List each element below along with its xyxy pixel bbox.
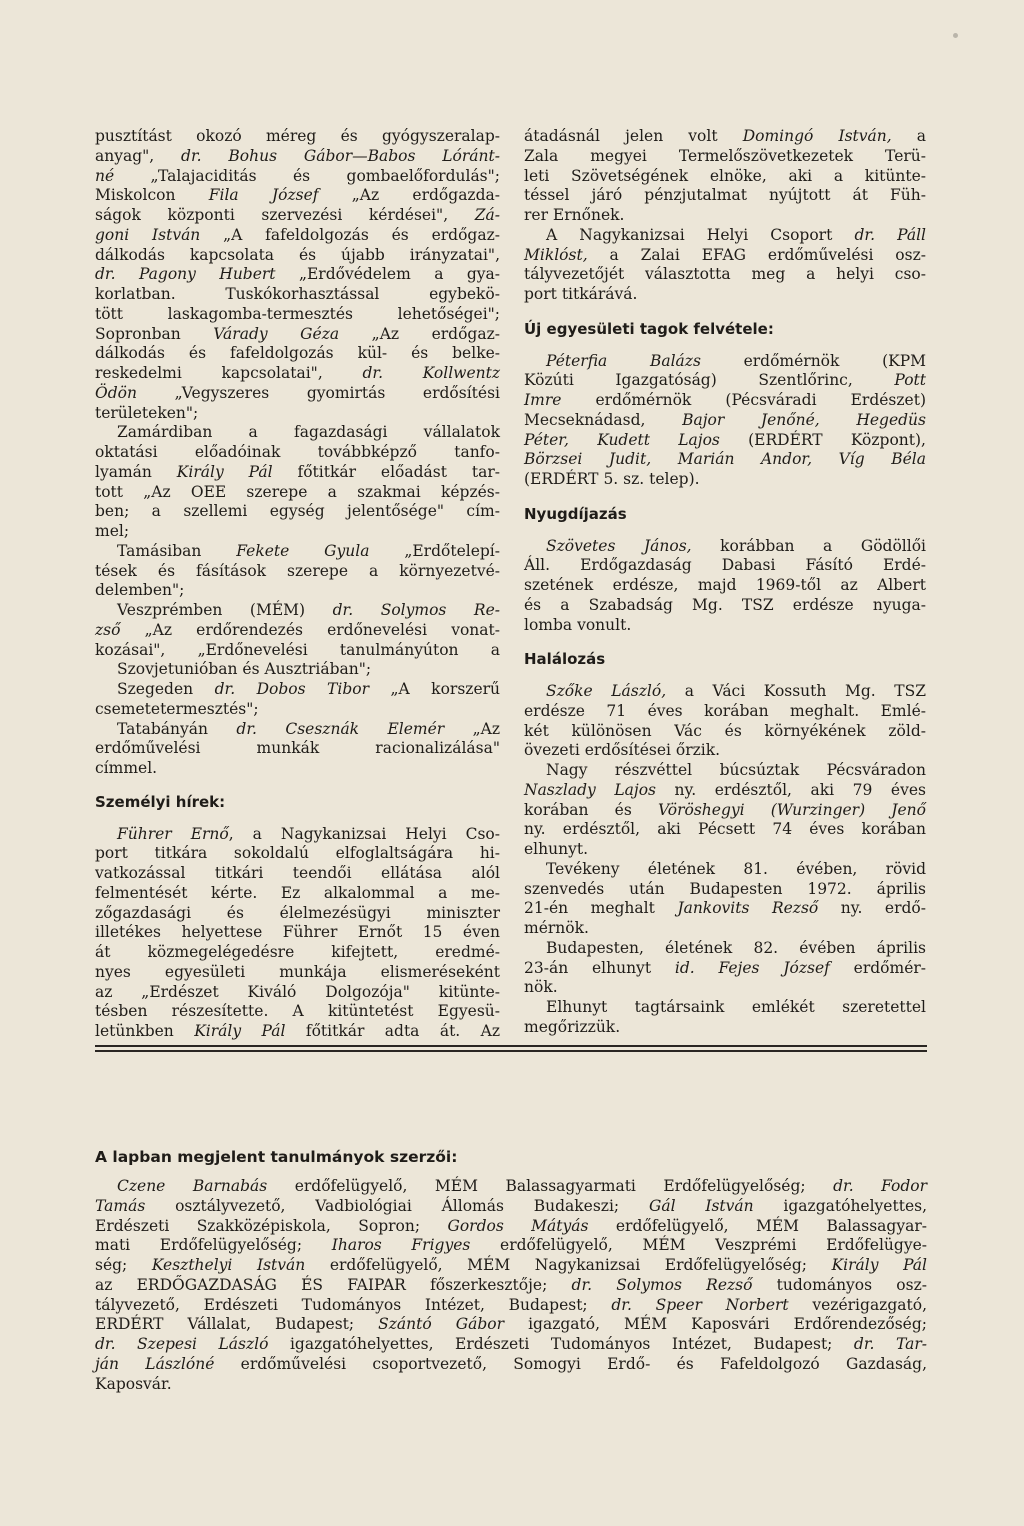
text-run: Führer Ernő (117, 824, 229, 843)
text-run: korában és (524, 800, 658, 819)
text-line (524, 801, 926, 821)
heading-uj-tagok: Új egyesületi tagok felvétele: (524, 319, 774, 338)
print-speck (953, 33, 958, 38)
text-run: Naszlady Lajos (524, 780, 656, 799)
text-line (95, 680, 500, 700)
text-run: dr. Páll (854, 225, 926, 244)
text-run: osztályvezető, Vadbiológiai Állomás Budakeszi; (145, 1196, 649, 1215)
text-run: Tevékeny életének 81. évében, rövid (546, 859, 926, 878)
text-line (95, 1236, 927, 1256)
text-run: dálkodás kapcsolata és újabb irányzatai", (95, 245, 500, 264)
text-run: Közúti Igazgatóság) Szentlőrinc, (524, 371, 895, 390)
text-run: ny. erdő- (818, 899, 926, 918)
text-run: Szőke László, (546, 682, 667, 700)
text-run: ERDÉRT Vállalat, Budapest; (95, 1315, 379, 1334)
text-run: (ERDÉRT Központ), (719, 430, 926, 449)
text-line (95, 983, 500, 1003)
text-run: „Az erdőgaz- (339, 324, 500, 343)
text-line (524, 265, 926, 285)
text-line (524, 450, 926, 470)
text-run: dr. Bohus Gábor—Babos Lóránt- (181, 146, 500, 165)
text-run: erdőfelügyelő, MÉM Balassagyarmati Erdőfelügyelőség; (267, 1177, 834, 1195)
text-line (95, 1002, 500, 1022)
text-line (524, 998, 926, 1018)
text-run: felmentését kérte. Ez alkalommal a me- (95, 883, 500, 902)
text-line (95, 1217, 927, 1237)
right-column (524, 127, 926, 1038)
text-run: dr. Csesznák Elemér (236, 719, 445, 738)
text-run: vatkozással titkári teendői ellátása alól (95, 864, 500, 882)
text-run: Budapesten, életének 82. évében április (546, 938, 926, 957)
text-run: Elhunyt tagtársaink emlékét szeretettel (546, 998, 926, 1016)
text-line (524, 978, 926, 998)
text-line (95, 423, 500, 443)
text-run: Király Pál (176, 462, 273, 481)
text-run: erdőművelési munkák racionalizálása" (95, 739, 500, 758)
text-run: Domingó István, (742, 127, 892, 145)
text-line (524, 147, 926, 167)
text-line (524, 781, 926, 801)
text-run: Jankovits Rezső (677, 899, 819, 918)
text-line (95, 1296, 927, 1316)
text-run: ságok központi szervezési kérdései", (95, 206, 475, 224)
text-line (95, 1022, 500, 1042)
text-run: Pott (894, 371, 926, 390)
text-run: Mecseknádasd, (524, 410, 683, 429)
text-line (95, 904, 500, 924)
text-line (95, 621, 500, 641)
text-line (524, 391, 926, 411)
text-line (95, 305, 500, 325)
text-run: ny. erdésztől, aki 79 éves (655, 780, 926, 799)
text-line (95, 739, 500, 759)
text-run: Várady Géza (213, 324, 340, 343)
text-run: át közmegelégedésre kifejtett, eredmé- (95, 943, 500, 961)
text-run: tött laskagomba-termesztés lehetőségei"; (95, 304, 500, 323)
text-run: ny. erdésztől, aki Pécsett 74 éves korában (524, 820, 926, 839)
text-run: „Az (444, 719, 500, 738)
text-line (524, 939, 926, 959)
text-line (524, 722, 926, 742)
text-line (95, 285, 500, 305)
text-run: rer Ernőnek. (524, 206, 625, 224)
text-run: Czene Barnabás (117, 1177, 268, 1195)
text-run: pusztítást okozó méreg és gyógyszeralap- (95, 127, 500, 145)
text-run: Zala megyei Termelőszövetkezetek Terü- (524, 146, 926, 165)
text-run: illetékes helyettese Führer Ernőt 15 éven (95, 923, 500, 942)
text-run: Ödön (95, 383, 137, 402)
text-run: port titkárává. (524, 285, 638, 303)
text-line (95, 1335, 927, 1355)
heading-nyugdijazas: Nyugdíjazás (524, 504, 627, 523)
text-line (524, 702, 926, 722)
text-run: dr. Szepesi László (95, 1335, 269, 1353)
text-line (524, 761, 926, 781)
text-line (95, 186, 500, 206)
text-line (524, 127, 926, 147)
text-line (95, 963, 500, 983)
text-line (95, 325, 500, 345)
text-run: id. Fejes József (674, 958, 830, 977)
text-line (95, 226, 500, 246)
text-run: Gál István (648, 1196, 754, 1215)
text-run: goni István (95, 225, 201, 244)
text-run: 21-én meghalt (524, 899, 678, 918)
text-line (95, 206, 500, 226)
text-line (95, 483, 500, 503)
text-run: főtitkár adta át. Az (285, 1022, 500, 1040)
text-run: kozásai", „Erdőnevelési tanulmányúton a (95, 640, 500, 659)
text-line (95, 364, 500, 384)
text-run: erdőfelügyelő, MÉM Balassagyar- (588, 1216, 927, 1235)
text-line (524, 411, 926, 431)
text-run: Zamárdiban a fagazdasági vállalatok (117, 423, 500, 442)
text-line (524, 186, 926, 206)
text-line (95, 147, 500, 167)
text-line (95, 167, 500, 187)
text-run: nök. (524, 978, 558, 997)
text-run: korábban a Gödöllői (691, 536, 926, 555)
text-run: „Az erdőrendezés erdőnevelési vonat- (120, 620, 500, 639)
text-line (95, 246, 500, 266)
text-line (95, 884, 500, 904)
text-line (524, 206, 926, 226)
text-run: dr. Fodor (833, 1177, 927, 1195)
text-line (95, 1197, 927, 1217)
text-run: „Erdővédelem a gya- (275, 265, 500, 284)
heading-halalozas: Halálozás (524, 650, 606, 669)
text-line (524, 537, 926, 557)
text-run: elhunyt. (524, 840, 588, 858)
text-line (524, 919, 926, 939)
text-run: Király Pál (194, 1022, 286, 1040)
text-run: A Nagykanizsai Helyi Csoport (546, 225, 855, 244)
text-line (524, 959, 926, 979)
text-run: címmel. (95, 759, 158, 777)
text-run: tésben részesítette. A kitüntetést Egyesü- (95, 1002, 500, 1021)
text-line (95, 542, 500, 562)
text-run: tott „Az OEE szerepe a szakmai képzés- (95, 482, 500, 501)
text-line (524, 840, 926, 860)
text-run: Iharos Frigyes (331, 1236, 471, 1255)
double-rule-top (95, 1045, 927, 1047)
text-line (524, 371, 926, 391)
text-line (95, 581, 500, 601)
text-line (95, 443, 500, 463)
text-run: letünkben (95, 1022, 195, 1040)
text-run: igazgatóhelyettes, Erdészeti Tudományos Intézet, Budapest; (268, 1335, 854, 1353)
text-run: Keszthelyi István (151, 1256, 306, 1274)
text-run: Miklóst, (524, 245, 588, 264)
text-run: erdőmérnök (Pécsváradi Erdészet) (561, 391, 926, 409)
text-line (95, 641, 500, 661)
text-run: tályvezetőjét választotta meg a helyi cso- (524, 265, 926, 284)
text-run: (ERDÉRT 5. sz. telep). (524, 470, 700, 488)
heading-szemelyi-hirek: Személyi hírek: (95, 792, 226, 811)
text-run: Péter, Kudett Lajos (524, 430, 720, 449)
text-line (524, 741, 926, 761)
text-run: lyamán (95, 462, 177, 481)
text-line (95, 127, 500, 147)
text-line (95, 1315, 927, 1335)
text-run: dr. Dobos Tibor (214, 680, 370, 698)
text-run: és a Szabadság Mg. TSZ erdésze nyuga- (524, 595, 926, 614)
text-run: tések és fásítások szerepe a környezetvé- (95, 561, 500, 580)
text-line (524, 820, 926, 840)
text-run: igazgatóhelyettes, (753, 1196, 927, 1215)
text-line (95, 923, 500, 943)
text-line (95, 384, 500, 404)
text-line (95, 562, 500, 582)
text-run: övezeti erdősítései őrzik. (524, 741, 721, 760)
text-line (95, 1256, 927, 1276)
text-line (95, 844, 500, 864)
text-run: a Zalai EFAG erdőművelési osz- (587, 245, 926, 264)
text-run: dr. Solymos Rezső (571, 1275, 753, 1294)
text-line (524, 860, 926, 880)
text-run: korlatban. Tuskókorhasztással egybekö- (95, 285, 500, 303)
text-run: leti Szövetségének elnöke, aki a kitünte- (524, 166, 926, 185)
text-run: főtitkár előadást tar- (272, 462, 500, 481)
text-run: tályvezető, Erdészeti Tudományos Intézet, Budapest; (95, 1295, 612, 1314)
text-run: szetének erdésze, majd 1969-től az Albert (524, 576, 926, 594)
text-line (95, 700, 500, 720)
text-run: 23-án elhunyt (524, 958, 675, 977)
text-line (524, 167, 926, 187)
text-line (95, 502, 500, 522)
text-line (95, 1276, 927, 1296)
text-run: Péterfia Balázs (546, 351, 701, 370)
authors-title: A lapban megjelent tanulmányok szerzői: (95, 1148, 458, 1166)
text-run: dr. Kollwentz (362, 364, 500, 382)
left-column (95, 127, 500, 1042)
text-run: Imre (524, 391, 562, 409)
text-run: Szántó Gábor (378, 1315, 505, 1334)
text-run: tudományos osz- (752, 1275, 927, 1294)
text-run: Szovjetunióban és Ausztriában"; (117, 660, 372, 679)
text-run: Zá- (474, 206, 500, 224)
text-run: ben; a szellemi egység jelentősége" cím- (95, 502, 500, 521)
text-run: erdésze 71 éves korában meghalt. Emlé- (524, 701, 926, 720)
text-line (524, 556, 926, 576)
right-paragraphs (524, 127, 926, 305)
text-run: dálkodás és fafeldolgozás kül- és belke- (95, 344, 500, 363)
text-run: Fila József (208, 186, 319, 205)
text-run: „Vegyszeres gyomirtás erdősítési (136, 383, 500, 402)
text-run: Szövetes János, (546, 536, 692, 555)
text-line (95, 265, 500, 285)
text-run: Gordos Mátyás (447, 1216, 589, 1235)
text-run: dr. Pagony Hubert (95, 265, 276, 284)
text-line (524, 1018, 926, 1038)
text-run: Tatabányán (117, 719, 237, 738)
text-run: az ERDŐGAZDASÁG ÉS FAIPAR főszerkesztője; (95, 1275, 572, 1294)
text-line (524, 616, 926, 636)
text-run: „A fafeldolgozás és erdőgaz- (200, 225, 500, 244)
text-line (524, 682, 926, 702)
text-run: anyag", (95, 146, 182, 165)
uj-tagok-text (524, 352, 926, 490)
text-line (524, 226, 926, 246)
text-run: zső (95, 620, 121, 639)
text-run: Tamás (95, 1196, 146, 1215)
text-run: a Váci Kossuth Mg. TSZ (666, 682, 926, 700)
text-run: igazgató, MÉM Kaposvári Erdőrendezőség; (504, 1315, 927, 1334)
text-run: oktatási előadóinak továbbképző tanfo- (95, 443, 500, 461)
text-run: vezérigazgató, (788, 1295, 927, 1314)
text-run: né (95, 166, 115, 185)
text-run: erdőfelügyelő, MÉM Veszprémi Erdőfelügye- (470, 1236, 927, 1255)
text-line (95, 660, 500, 680)
text-run: Szegeden (117, 680, 215, 698)
text-run: Fekete Gyula (236, 541, 370, 560)
double-rule-bottom (95, 1050, 927, 1052)
text-run: „Erdőtelepí- (369, 541, 500, 560)
text-line (95, 1375, 927, 1395)
szemelyi-hirek-text (95, 825, 500, 1042)
text-run: Kaposvár. (95, 1374, 172, 1393)
text-run: Miskolcon (95, 186, 209, 205)
authors-list (95, 1177, 927, 1394)
text-line (95, 943, 500, 963)
text-run: átadásnál jelen volt (524, 127, 743, 145)
text-line (524, 880, 926, 900)
text-line (95, 522, 500, 542)
text-run: Veszprémben (MÉM) (117, 601, 333, 619)
text-line (524, 431, 926, 451)
text-line (524, 596, 926, 616)
text-run: Vöröshegyi (Wurzinger) Jenő (657, 800, 926, 819)
text-run: erdőmérnök (KPM (700, 351, 926, 370)
text-run: szenvedés után Budapesten 1972. április (524, 879, 926, 898)
text-line (524, 470, 926, 490)
text-run: mel; (95, 522, 130, 540)
text-run: Bajor Jenőné, Hegedüs (682, 410, 926, 429)
text-run: az „Erdészet Kiváló Dolgozója" kitünte- (95, 982, 500, 1001)
text-line (524, 246, 926, 266)
text-line (95, 1355, 927, 1375)
text-run: dr. Solymos Re- (332, 601, 500, 619)
text-run: ség; (95, 1256, 152, 1274)
text-run: port titkára sokoldalú elfoglaltságára hi- (95, 844, 500, 863)
text-run: megőrizzük. (524, 1017, 621, 1036)
text-run: „Az erdőgazda- (318, 186, 500, 205)
text-run: mérnök. (524, 919, 589, 937)
text-line (524, 285, 926, 305)
text-run: zőgazdasági és élelmezésügyi miniszter (95, 903, 500, 922)
text-run: erdőfelügyelő, MÉM Nagykanizsai Erdőfelügyelőség; (305, 1256, 832, 1274)
text-line (95, 601, 500, 621)
text-line (524, 899, 926, 919)
text-run: Király Pál (831, 1256, 928, 1274)
text-line (95, 720, 500, 740)
text-run: ján Lászlóné (95, 1354, 215, 1373)
text-run: Nagy részvéttel búcsúztak Pécsváradon (546, 761, 926, 779)
text-line (95, 463, 500, 483)
text-run: erdőművelési csoportvezető, Somogyi Erdő- és Fafeldolgozó Gazdaság, (214, 1354, 927, 1373)
text-run: Sopronban (95, 324, 214, 343)
text-line (95, 825, 500, 845)
text-run: reskedelmi kapcsolatai", (95, 364, 363, 382)
text-run: nyes egyesületi munkája elismeréseként (95, 962, 500, 981)
text-run: két különösen Vác és környékének zöld- (524, 721, 926, 740)
text-run: téssel járó pénzjutalmat nyújtott át Füh- (524, 186, 926, 205)
left-paragraphs (95, 127, 500, 779)
text-run: , a Nagykanizsai Helyi Cso- (228, 824, 500, 843)
text-run: dr. Tar- (853, 1335, 927, 1353)
text-run: „Talajaciditás és gombaelőfordulás"; (114, 166, 500, 185)
text-run: Erdészeti Szakközépiskola, Sopron; (95, 1216, 448, 1235)
text-run: területeken"; (95, 403, 199, 422)
text-line (95, 864, 500, 884)
text-run: csemetetermesztés"; (95, 699, 259, 718)
text-run: Börzsei Judit, Marián Andor, Víg Béla (524, 450, 926, 469)
text-line (524, 352, 926, 372)
text-line (524, 576, 926, 596)
text-line (95, 1177, 927, 1197)
text-run: a (891, 127, 926, 145)
text-run: lomba vonult. (524, 615, 632, 634)
text-run: delemben"; (95, 581, 185, 600)
text-line (95, 759, 500, 779)
text-run: mati Erdőfelügyelőség; (95, 1236, 332, 1255)
text-run: dr. Speer Norbert (611, 1295, 789, 1314)
halalozas-text (524, 682, 926, 1038)
text-run: Tamásiban (117, 541, 237, 560)
text-run: erdőmér- (829, 958, 927, 977)
text-run: „A korszerű (369, 680, 501, 698)
text-run: Áll. Erdőgazdaság Dabasi Fásító Erdé- (524, 556, 926, 575)
nyugdijazas-text (524, 537, 926, 636)
text-line (95, 344, 500, 364)
text-line (95, 404, 500, 424)
